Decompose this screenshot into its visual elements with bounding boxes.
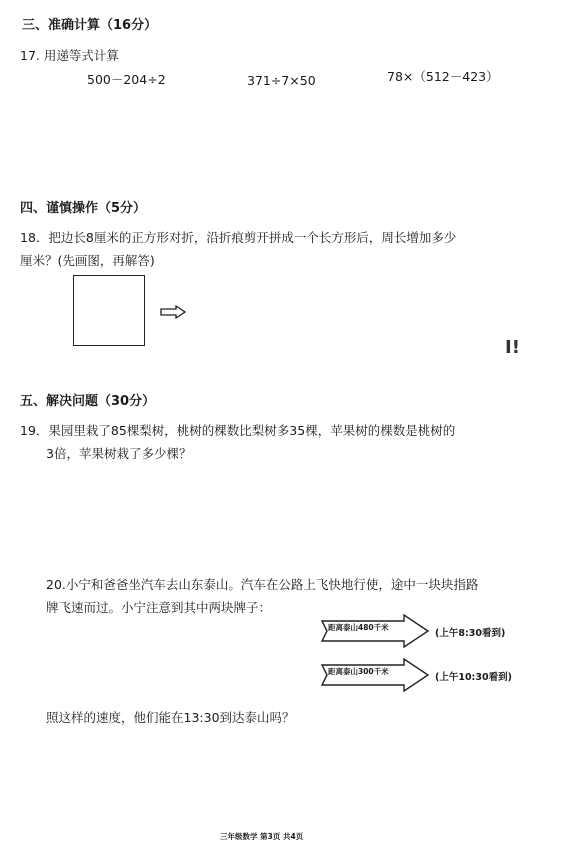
right-arrow-icon <box>160 304 186 323</box>
question-20-line-2: 牌飞速而过。小宁注意到其中两块牌子： <box>46 600 272 615</box>
margin-mark: I! <box>505 337 520 358</box>
road-sign-1 <box>320 614 430 648</box>
road-sign-2-time: (上午10:30看到) <box>435 672 512 683</box>
road-sign-1-time: (上午8:30看到) <box>435 628 506 639</box>
question-18-line-2: 厘米？(先画图，再解答) <box>20 253 155 268</box>
question-19-line-1: 19．果园里栽了85棵梨树，桃树的棵数比梨树多35棵，苹果树的棵数是桃树的 <box>20 423 456 438</box>
question-20-line-1: 20.小宁和爸爸坐汽车去山东泰山。汽车在公路上飞快地行使，途中一块块指路 <box>46 577 479 592</box>
section-5-title: 五、解决问题（30分） <box>20 394 156 409</box>
road-sign-2-text: 距离泰山300千米 <box>328 667 389 676</box>
question-18-line-1: 18．把边长8厘米的正方形对折，沿折痕剪开拼成一个长方形后，周长增加多少 <box>20 230 457 245</box>
expression-3: 78×（512－423） <box>387 69 499 84</box>
question-17-label: 17. 用递等式计算 <box>20 48 119 63</box>
section-4-title: 四、谨慎操作（5分） <box>20 201 147 216</box>
question-20-prompt: 照这样的速度，他们能在13:30到达泰山吗？ <box>46 710 295 725</box>
square-figure <box>73 275 145 346</box>
section-3-title: 三、准确计算（16分） <box>22 18 158 33</box>
expression-2: 371÷7×50 <box>247 73 316 88</box>
road-sign-2 <box>320 658 430 692</box>
page-footer: 三年级数学 第3页 共4页 <box>220 832 304 841</box>
question-19-line-2: 3倍，苹果树栽了多少棵？ <box>46 446 192 461</box>
road-sign-1-text: 距离泰山480千米 <box>328 623 389 632</box>
expression-1: 500－204÷2 <box>87 72 166 87</box>
